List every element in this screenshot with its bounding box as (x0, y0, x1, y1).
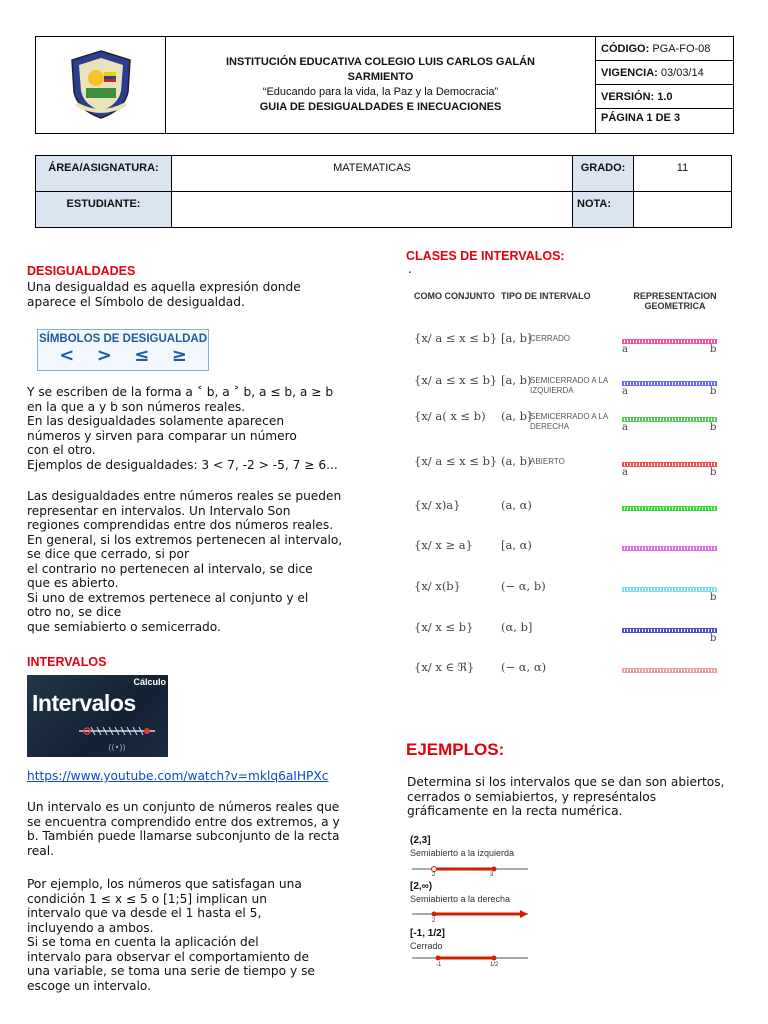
interval-endpoint-b: b (710, 386, 717, 397)
institution-motto: “Educando para la vida, la Paz y la Democracia” (262, 86, 499, 98)
interval-type: SEMICERRADO A LA IZQUIERDA (530, 376, 609, 395)
pagina-cell: PÁGINA 1 DE 3 (596, 109, 734, 134)
interval-set-notation: {x/ a ≤ x ≤ b} (414, 331, 498, 345)
nota-label: NOTA: (573, 192, 634, 228)
interval-notation: [a, b] (501, 331, 532, 345)
col-header-tipo: TIPO DE INTERVALO (501, 291, 591, 301)
video-title: Intervalos (32, 690, 136, 716)
interval-type: ABIERTO (530, 457, 565, 466)
ejemplos-heading: EJEMPLOS: (406, 740, 505, 759)
interval-endpoint-b: b (710, 633, 717, 644)
grado-value: 11 (634, 156, 732, 192)
interval-set-notation: {x/ x ∈ ℜ} (414, 660, 475, 674)
interval-endpoint-b: b (710, 467, 717, 478)
interval-endpoint-b: b (710, 344, 717, 355)
interval-number-line (622, 462, 717, 467)
symbol-less: < (59, 345, 75, 366)
desigualdades-heading: DESIGUALDADES (27, 264, 136, 278)
interval-classes-table (408, 285, 728, 695)
example-tick-1: 2 (432, 872, 436, 878)
interval-row (408, 620, 728, 658)
interval-endpoint-a: a (622, 386, 628, 397)
stray-dot: . (408, 262, 412, 276)
title-cell (166, 37, 596, 134)
interval-endpoint-a: a (622, 422, 628, 433)
interval-set-notation: {x/ x ≤ b} (414, 620, 474, 634)
video-tag: Cálculo (133, 677, 166, 687)
area-value: MATEMATICAS (172, 156, 573, 192)
interval-number-line (622, 546, 717, 551)
version-cell: VERSIÓN: 1.0 (596, 85, 734, 109)
intervalo-example-paragraph: Por ejemplo, los números que satisfagan una condición 1 ≤ x ≤ 5 o [1;5] implican un intervalo que va desde el 1 hasta el 5, incluyendo a ambos. Si se toma en cuenta la aplicación del intervalo para observar el comportamiento de una variable, se toma una serie de tiempo y se escoge un intervalo. (27, 877, 315, 993)
youtube-link[interactable]: https://www.youtube.com/watch?v=mklq6aIHPXc (27, 769, 329, 783)
interval-set-notation: {x/ a ≤ x ≤ b} (414, 454, 498, 468)
intervalos-heading: INTERVALOS (27, 655, 107, 669)
interval-row (408, 454, 728, 492)
interval-type: SEMICERRADO A LA DERECHA (530, 412, 609, 431)
example-tick-1: -1 (436, 962, 442, 968)
example-item (408, 928, 533, 973)
institution-name-line2: SARMIENTO (347, 71, 414, 83)
example-tick-2: 1/2 (490, 962, 499, 968)
example-heading: (2,3] (410, 835, 431, 846)
interval-set-notation: {x/ x)a} (414, 498, 461, 512)
example-heading: [2,∞) (410, 881, 433, 892)
area-label: ÁREA/ASIGNATURA: (36, 156, 172, 192)
examples-figure (408, 835, 533, 975)
interval-endpoint-a: a (622, 344, 628, 355)
example-heading: [-1, 1/2] (410, 928, 446, 939)
intervals-explanation-paragraph: Las desigualdades entre números reales se pueden representar en intervalos. Un Intervalo Son regiones comprendidas entre dos números reales. En general, si los extremos pertenecen al intervalo, se dice que cerrado, si por el contrario no pertenecen al intervalo, se dice que es abierto. Si uno de extremos pertenece al conjunto y el otro no, se dice que semiabierto o semicerrado. (27, 489, 343, 634)
estudiante-label: ESTUDIANTE: (36, 192, 172, 228)
symbol-greater-equal: ≥ (171, 345, 187, 366)
example-tick-1: 2 (432, 918, 436, 924)
interval-number-line (622, 339, 717, 344)
interval-row (408, 373, 728, 411)
interval-row (408, 409, 728, 447)
example-label: Semiabierto a la derecha (410, 894, 511, 904)
interval-notation: (a, α) (501, 498, 532, 512)
interval-set-notation: {x/ a ≤ x ≤ b} (414, 373, 498, 387)
interval-number-line (622, 506, 717, 511)
example-item (408, 881, 533, 926)
desigualdad-definition: Una desigualdad es aquella expresión donde aparece el Símbolo de desigualdad. (27, 280, 301, 309)
grado-label: GRADO: (573, 156, 634, 192)
student-info-table (35, 155, 732, 228)
interval-number-line (622, 587, 717, 592)
ejemplos-instructions: Determina si los intervalos que se dan son abiertos, cerrados o semiabiertos, y represéntalos gráficamente en la recta numérica. (407, 775, 725, 818)
col-header-conjunto: COMO CONJUNTO (414, 291, 495, 301)
interval-endpoint-a: a (622, 467, 628, 478)
interval-number-line (622, 668, 717, 673)
interval-notation: (a, b] (501, 409, 532, 423)
interval-set-notation: {x/ x ≥ a} (414, 538, 473, 552)
interval-row (408, 331, 728, 369)
school-shield-logo (66, 48, 136, 120)
desigualdad-forms-paragraph: Y se escriben de la forma a ˂ b, a ˃ b, a ≤ b, a ≥ b en la que a y b son números reales. En las desigualdades solamente aparecen números y sirven para comparar un número con el otro. Ejemplos de desigualdades: 3 < 7, -2 > -5, 7 ≥ 6... (27, 385, 338, 472)
interval-row (408, 498, 728, 536)
logo-cell (36, 37, 166, 134)
interval-type: CERRADO (530, 334, 571, 343)
symbol-greater: > (96, 345, 112, 366)
interval-endpoint-b: b (710, 592, 717, 603)
symbols-box (37, 329, 209, 371)
interval-set-notation: {x/ a( x ≤ b) (414, 409, 486, 423)
example-item (408, 835, 533, 880)
interval-notation: (− α, α) (501, 660, 547, 674)
interval-row (408, 538, 728, 576)
example-label: Semiabierto a la izquierda (410, 848, 515, 858)
col-header-representacion: REPRESENTACION GEOMETRICA (633, 291, 717, 311)
video-interval-graphic (77, 719, 157, 753)
interval-row (408, 579, 728, 617)
codigo-cell: CÓDIGO: PGA-FO-08 (596, 37, 734, 61)
interval-notation: (a, b) (501, 454, 532, 468)
interval-notation: (− α, b) (501, 579, 546, 593)
example-label: Cerrado (410, 941, 443, 951)
interval-number-line (622, 628, 717, 633)
svg-text:((•)): ((•)) (108, 743, 126, 752)
interval-number-line (622, 381, 717, 386)
interval-notation: [a, b) (501, 373, 532, 387)
institution-name-line1: INSTITUCIÓN EDUCATIVA COLEGIO LUIS CARLOS GALÁN (225, 56, 535, 68)
nota-value[interactable] (634, 192, 732, 228)
symbol-less-equal: ≤ (134, 345, 150, 366)
interval-row (408, 660, 728, 698)
interval-number-line (622, 417, 717, 422)
interval-notation: [a, α) (501, 538, 532, 552)
header-table (35, 36, 734, 134)
interval-endpoint-b: b (710, 422, 717, 433)
symbols-title: SÍMBOLOS DE DESIGUALDAD (38, 333, 208, 345)
example-tick-2: 3 (490, 872, 494, 878)
intervalo-definition-paragraph: Un intervalo es un conjunto de números reales que se encuentra comprendido entre dos extremos, a y b. También puede llamarse subconjunto de la recta real. (27, 800, 340, 858)
estudiante-value[interactable] (172, 192, 573, 228)
interval-notation: (α, b] (501, 620, 533, 634)
clases-intervalos-heading: CLASES DE INTERVALOS: (406, 249, 565, 263)
vigencia-cell: VIGENCIA: 03/03/14 (596, 61, 734, 85)
video-thumbnail[interactable] (27, 675, 168, 757)
interval-set-notation: {x/ x(b} (414, 579, 461, 593)
guide-title: GUIA DE DESIGUALDADES E INECUACIONES (259, 101, 502, 113)
